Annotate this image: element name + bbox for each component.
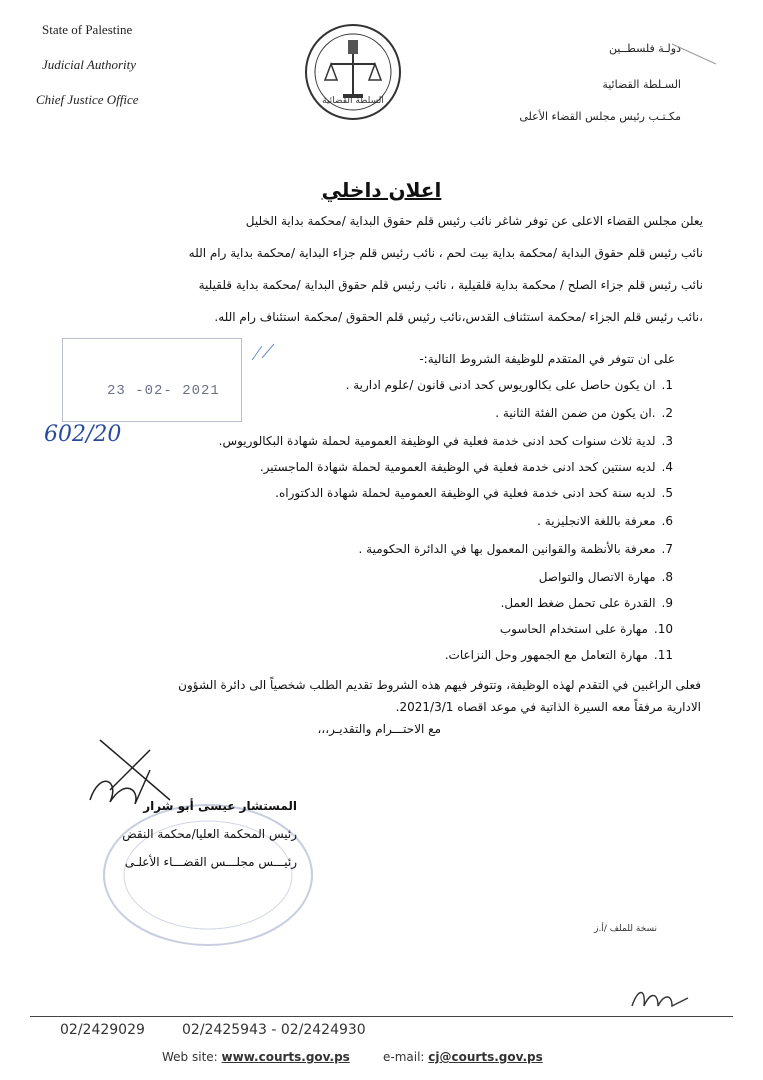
list-item: 6.معرفة باللغة الانجليزية . [537,514,673,528]
header-ar-authority: السـلطة القضائية [602,78,681,91]
signatory-role-2: رئيـــس مجلـــس القضـــاء الأعلـى [124,855,297,869]
footer-divider [30,1016,733,1017]
list-item: 11.مهارة التعامل مع الجمهور وحل النزاعات. [444,648,673,662]
conditions-intro: على ان تتوفر في المتقدم للوظيفة الشروط التالية:- [419,352,675,366]
list-item: 10.مهارة على استخدام الحاسوب [499,622,673,636]
list-item: 5.لديه سنة كحد ادنى خدمة فعلية في الوظيفة العمومية لحملة شهادة الدكتوراه. [275,486,673,500]
header-en-authority: Judicial Authority [42,57,136,72]
header-ar-office: مكـتـب رئيس مجلس القضاء الأعلى [519,110,681,123]
intro-line-3: نائب رئيس قلم جزاء الصلح / محكمة بداية قلقيلية ، نائب رئيس قلم حقوق البداية /محكمة بداية قلقيلية [198,278,703,292]
closing-line-2: الادارية مرفقاً معه السيرة الذاتية في موعد اقصاه 2021/3/1. [395,700,701,714]
received-stamp-date: 23 -02- 2021 [107,383,220,399]
closing-line-1: فعلى الراغبين في التقدم لهذه الوظيفة، وتتوفر فيهم هذه الشروط تقديم الطلب شخصياً الى دائرة الشؤون [178,678,701,692]
initials-scribble [628,984,698,1014]
list-item: 4.لديه سنتين كحد ادنى خدمة فعلية في الوظيفة العمومية لحملة شهادة الماجستير. [259,460,673,474]
copy-note: نسخة للملف /أ.ز [594,924,657,934]
received-stamp [62,338,242,422]
logo-caption: السلطة القضائية [322,96,384,106]
website-link[interactable]: www.courts.gov.ps [221,1050,350,1064]
intro-line-2: نائب رئيس قلم حقوق البداية /محكمة بداية بيت لحم ، نائب رئيس قلم جزاء البداية /محكمة بداية رام الله [188,246,703,260]
footer-email [383,1050,543,1064]
pen-stroke-mark [670,40,720,70]
list-item: 7.معرفة بالأنظمة والقوانين المعمول بها في الدائرة الحكومية . [358,542,673,556]
pen-tick-mark [248,340,278,365]
email-link[interactable]: cj@courts.gov.ps [428,1050,543,1064]
email-label: e-mail: [383,1050,425,1064]
footer-phone-2: 02/2425943 - 02/2424930 [182,1022,366,1038]
header-ar-state: دولـة فلسطــين [608,42,681,55]
judicial-authority-logo [303,22,403,122]
closing-line-3: مع الاحتـــرام والتقديـر،،، [317,722,441,736]
list-item: 3.لدية ثلاث سنوات كحد ادنى خدمة فعلية في الوظيفة العمومية لحملة شهادة البكالوريوس. [218,434,673,448]
page-title: اعلان داخلي [321,178,442,202]
intro-paragraph [60,210,703,338]
intro-line-4: ،نائب رئيس قلم الجزاء /محكمة استئناف القدس،نائب رئيس قلم الحقوق /محكمة استئناف رام الله. [214,310,703,324]
footer-phone-1: 02/2429029 [60,1022,145,1038]
list-item: 9.القدرة على تحمل ضغط العمل. [500,596,673,610]
intro-line-1: يعلن مجلس القضاء الاعلى عن توفر شاغر نائب رئيس قلم حقوق البداية /محكمة بداية الخليل [245,214,703,228]
handwritten-number: 602/20 [44,422,122,447]
header-en-state: State of Palestine [42,22,133,37]
website-label: Web site: [162,1050,218,1064]
signatory-name: المستشار عيسى أبو شرار [143,799,297,813]
signature-block [122,792,297,876]
list-item: 1.ان يكون حاصل على بكالوريوس كحد ادنى قانون /علوم ادارية . [345,378,673,392]
header-en-office: Chief Justice Office [36,92,139,107]
list-item: 2..ان يكون من ضمن الفئة الثانية . [495,406,673,420]
list-item: 8.مهارة الاتصال والتواصل [538,570,673,584]
footer-website [162,1050,350,1064]
signatory-role-1: رئيس المحكمة العليا/محكمة النقض [122,827,297,841]
